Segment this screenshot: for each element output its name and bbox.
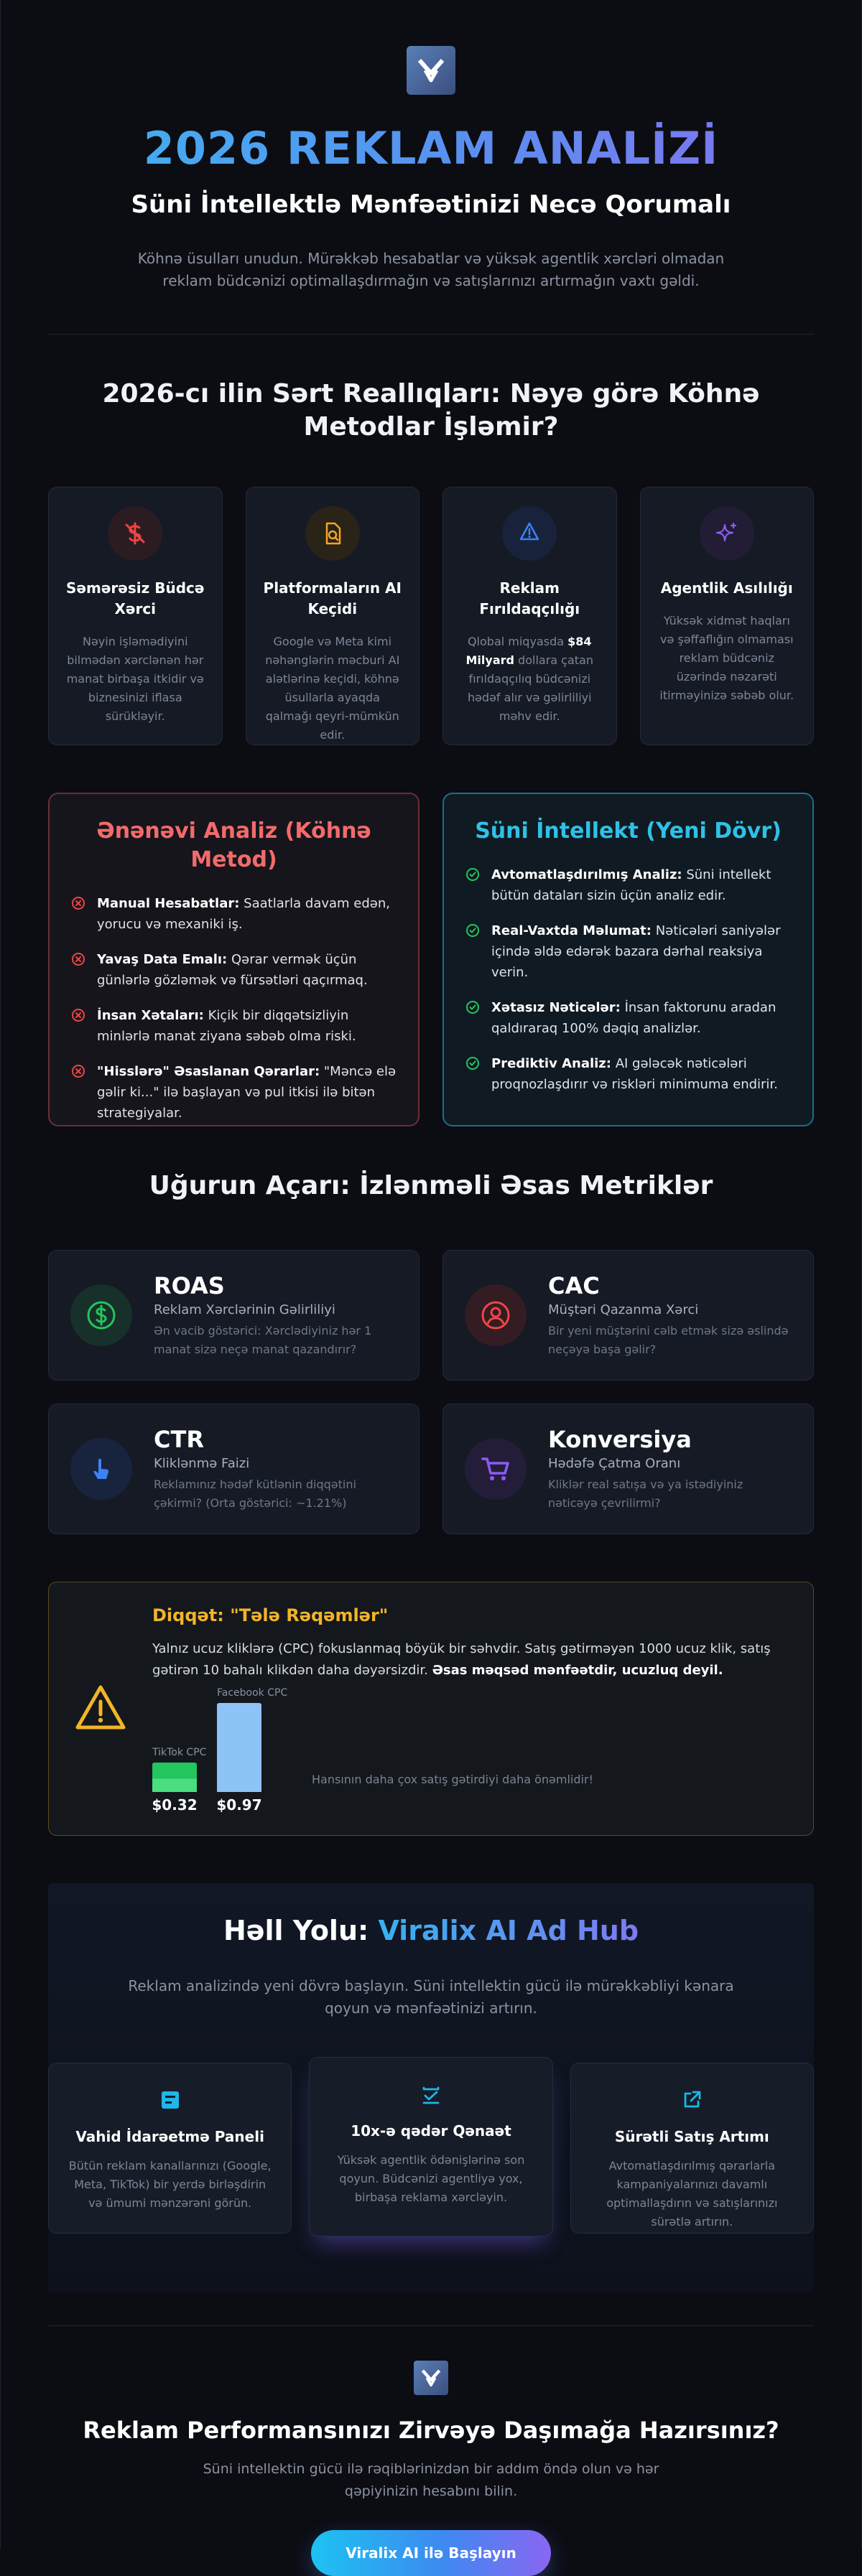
- cta-section: [1, 2325, 861, 2576]
- warning-text: Yalnız ucuz kliklərə (CPC) fokuslanmaq böyük bir səhvdir. Satış gətirməyən 1000 ucuz klik, satış gətirən 10 bahalı klikdən daha dəyərsizdir. Əsas məqsəd mənfəətdir, ucuzluq deyil.: [152, 1641, 771, 1678]
- new-method-panel: [442, 793, 814, 1126]
- metric-card-cac: [442, 1250, 814, 1381]
- reality-card-text: Google və Meta kimi nəhənglərin məcburi AI alətlərinə keçidi, köhnə üsullarla ayaqda qalmağı qeyri-mümkün edir.: [265, 635, 400, 742]
- reality-card: [640, 487, 815, 745]
- realities-title-line1: 2026-cı ilin Sərt Reallıqları: Nəyə görə Köhnə: [102, 379, 760, 409]
- solution-card-text: Bütün reklam kanallarınızı (Google, Meta, TikTok) bir yerdə birləşdirin və ümumi mənzərəni görün.: [68, 2159, 272, 2210]
- reality-card-text: Qlobal miqyasda $84 Milyard dollara çatan fırıldaqçılıq büdcənizi hədəf alır və gəlirliliyi məhv edir.: [465, 635, 593, 723]
- logo-mark-icon: [415, 55, 447, 86]
- bar-0: [152, 1763, 197, 1792]
- x-circle-icon: [71, 896, 85, 935]
- solution-card-title: 10x-ə qədər Qənaət: [351, 2122, 511, 2139]
- metric-subtitle: Reklam Xərclərinin Gəlirliliyi: [154, 1302, 335, 1317]
- chart-note: Hansının daha çox satış gətirdiyi daha önəmlidir!: [312, 1773, 593, 1786]
- divider: [48, 2325, 814, 2326]
- old-method-panel: [48, 793, 420, 1126]
- reality-card-title: Reklam Fırıldaqçılığı: [479, 579, 580, 617]
- realities-section: [1, 378, 861, 745]
- solution-title: Həll Yolu: Viralix AI Ad Hub: [223, 1915, 639, 1946]
- list-item: Real-Vaxtda Məlumat: Nəticələri saniyələr içində əldə edərək bazara dərhal reaksiya verin.: [465, 920, 791, 983]
- metric-subtitle: Müştəri Qazanma Xərci: [548, 1302, 699, 1317]
- list-item: Avtomatlaşdırılmış Analiz: Süni intellekt bütün dataları sizin üçün analiz edir.: [465, 864, 791, 906]
- solution-card: [570, 2063, 814, 2234]
- list-item: Xətasız Nəticələr: İnsan faktorunu aradan qaldıraraq 100% dəqiq analizlər.: [465, 997, 791, 1039]
- warning-icon: [73, 1681, 128, 1739]
- reality-card-title: Agentlik Asılılığı: [660, 579, 793, 597]
- metric-name: CTR: [154, 1425, 204, 1453]
- metric-card-ctr: [48, 1404, 420, 1534]
- metric-name: Konversiya: [548, 1425, 692, 1453]
- metric-description: Kliklər real satışa və ya istədiyiniz nəticəyə çevrilirmi?: [548, 1477, 743, 1510]
- solution-cards: [48, 2063, 814, 2236]
- dollar-slash-icon: [108, 506, 162, 561]
- solution-description: Reklam analizində yeni dövrə başlayın. Süni intellektin gücü ilə mürəkkəbliyi kənara qoyun və mənfəətinizi artırın.: [128, 1977, 734, 2017]
- list-item: Prediktiv Analiz: AI gələcək nəticələri proqnozlaşdırır və riskləri minimuma endirir.: [465, 1053, 791, 1095]
- x-circle-icon: [71, 952, 85, 991]
- list-item: Yavaş Data Emalı: Qərar vermək üçün günlərlə gözləmək və fürsətləri qaçırmaq.: [71, 949, 397, 991]
- solution-card: [309, 2057, 552, 2236]
- metrics-title: Uğurun Açarı: İzlənməli Əsas Metriklər: [149, 1171, 713, 1200]
- solution-brand: Viralix AI Ad Hub: [378, 1915, 639, 1946]
- bar-value-label: $0.97: [216, 1796, 262, 1814]
- reality-card: [246, 487, 420, 745]
- hero-description: Köhnə üsulları unudun. Mürəkkəb hesabatlar və yüksək agentlik xərcləri olmadan reklam büdcənizi optimallaşdırmağın və satışlarınızı artırmağın vaxtı gəldi.: [137, 250, 725, 289]
- bar-category-label: Facebook CPC: [217, 1687, 288, 1699]
- cpc-bar-chart: [152, 1687, 612, 1818]
- divider: [48, 334, 814, 335]
- brand-logo: [407, 46, 455, 95]
- reality-card: [442, 487, 617, 745]
- list-item: "Hisslərə" Əsaslanan Qərarlar: "Məncə elə gəlir ki..." ilə başlayan və pul itkisi ilə bitən strategiyalar.: [71, 1061, 397, 1124]
- warning-title: Diqqət: "Tələ Rəqəmlər": [152, 1605, 389, 1625]
- metric-subtitle: Kliklənmə Faizi: [154, 1455, 250, 1471]
- start-button[interactable]: Viralix AI ilə Başlayın: [311, 2530, 551, 2576]
- reality-card-text: Nəyin işləmədiyini bilmədən xərclənən hər manat birbaşa itkidir və biznesinizi iflasa sürükləyir.: [66, 635, 204, 723]
- reality-card: [48, 487, 223, 745]
- solution-card-title: Sürətli Satış Artımı: [614, 2128, 769, 2145]
- hero-section: [1, 0, 861, 335]
- metric-name: CAC: [548, 1271, 600, 1299]
- reality-card-text: Yüksək xidmət haqları və şəffaflığın olmaması reklam büdcəniz üzərində nəzarəti itirməyinizə səbəb olur.: [659, 614, 794, 702]
- old-method-list: [71, 893, 397, 1124]
- logo-mark-icon: [420, 2366, 442, 2389]
- bar-value-label: $0.32: [152, 1796, 198, 1814]
- metric-description: Reklamınız hədəf kütlənin diqqətini çəkirmi? (Orta göstərici: ~1.21%): [154, 1477, 356, 1510]
- list-item: İnsan Xətaları: Kiçik bir diqqətsizliyin minlərlə manat ziyana səbəb olma riski.: [71, 1005, 397, 1047]
- old-method-title: Ənənəvi Analiz (Köhnə Metod): [96, 818, 371, 872]
- dollar-circle-icon: [70, 1284, 132, 1346]
- metric-subtitle: Hədəfə Çatma Oranı: [548, 1455, 681, 1471]
- shield-alert-icon: [502, 506, 557, 561]
- warning-panel: [48, 1582, 814, 1836]
- reality-card-title: Platformaların AI Keçidi: [263, 579, 402, 617]
- cta-text: Süni intellektin gücü ilə rəqiblərinizdən bir addım öndə olun və hər qəpiyinizin hesabını bilin.: [203, 2461, 659, 2499]
- x-circle-icon: [71, 1064, 85, 1124]
- savings-icon: [419, 2096, 443, 2109]
- external-arrow-icon: [680, 2101, 704, 2115]
- solution-section: [48, 1883, 814, 2292]
- realities-title: [1, 378, 861, 444]
- metric-card-conversion: [442, 1404, 814, 1534]
- realities-cards: [48, 487, 814, 745]
- comparison-section: [48, 793, 814, 1126]
- hero-subtitle: Süni İntellektlə Mənfəətinizi Necə Qorumalı: [131, 190, 731, 219]
- user-circle-icon: [465, 1284, 527, 1346]
- realities-title-line2: Metodlar İşləmir?: [303, 412, 559, 442]
- solution-card-text: Yüksək agentlik ödənişlərinə son qoyun. Büdcənizi agentliyə yox, birbaşa reklama xərcləyin.: [337, 2153, 525, 2204]
- x-circle-icon: [71, 1008, 85, 1047]
- check-circle-icon: [465, 867, 480, 906]
- cta-title: Reklam Performansınızı Zirvəyə Daşımağa Hazırsınız?: [83, 2417, 779, 2444]
- check-circle-icon: [465, 1000, 480, 1039]
- brand-logo: [414, 2361, 448, 2395]
- bar-1: [217, 1703, 261, 1792]
- new-method-title: Süni İntellekt (Yeni Dövr): [475, 818, 782, 844]
- new-method-list: [465, 864, 791, 1095]
- check-circle-icon: [465, 923, 480, 983]
- sparkles-icon: [700, 506, 754, 561]
- list-item: Manual Hesabatlar: Saatlarla davam edən, yorucu və mexaniki iş.: [71, 893, 397, 935]
- metrics-grid: [48, 1250, 814, 1534]
- metric-description: Bir yeni müştərini cəlb etmək sizə əslində neçəyə başa gəlir?: [548, 1323, 789, 1356]
- bar-category-label: TikTok CPC: [152, 1747, 207, 1758]
- metric-description: Ən vacib göstərici: Xərclədiyiniz hər 1 manat sizə neçə manat qazandırır?: [154, 1323, 372, 1356]
- metric-card-roas: [48, 1250, 420, 1381]
- hero-title: 2026 REKLAM ANALİZİ: [1, 122, 861, 174]
- check-circle-icon: [465, 1056, 480, 1095]
- dashboard-icon: [158, 2101, 182, 2115]
- solution-card-title: Vahid İdarəetmə Paneli: [75, 2128, 264, 2145]
- solution-card: [48, 2063, 292, 2234]
- file-search-icon: [305, 506, 360, 561]
- reality-card-title: Səmərəsiz Büdcə Xərci: [66, 579, 205, 617]
- cart-icon: [465, 1438, 527, 1500]
- metrics-section: [1, 1170, 861, 1534]
- metric-name: ROAS: [154, 1271, 225, 1299]
- cursor-click-icon: [70, 1438, 132, 1500]
- solution-card-text: Avtomatlaşdırılmış qərarlarla kampaniyalarınızı davamlı optimallaşdırın və satışlarınızı sürətlə artırın.: [606, 2159, 778, 2229]
